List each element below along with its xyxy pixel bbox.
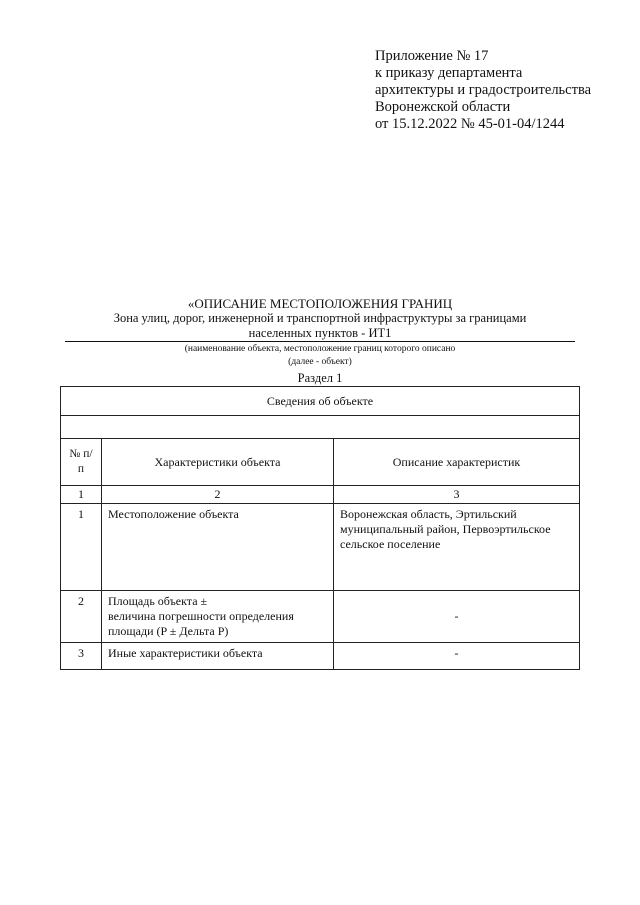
table-spacer-cell [61, 416, 580, 439]
table-row [61, 591, 580, 643]
appendix-header [375, 48, 591, 133]
object-note-line-1: (наименование объекта, местоположение границ которого описано [184, 344, 456, 354]
row-description: - [334, 643, 580, 670]
row-characteristic: Иные характеристики объекта [102, 643, 334, 670]
column-number: 3 [334, 486, 580, 504]
object-info-table [60, 386, 580, 670]
column-number-row [61, 486, 580, 504]
column-number: 1 [61, 486, 102, 504]
appendix-line: архитектуры и градостроительства [375, 82, 592, 98]
object-name-line-2: населенных пунктов - ИТ1 [248, 326, 392, 340]
appendix-line: к приказу департамента [375, 65, 523, 81]
section-label: Раздел 1 [297, 371, 343, 385]
table-header-row [61, 439, 580, 486]
table-spacer-row [61, 416, 580, 439]
row-characteristic [102, 591, 334, 643]
table-row [61, 504, 580, 591]
header-num: № п/п [61, 439, 102, 486]
appendix-line: Приложение № 17 [375, 48, 489, 64]
row-characteristic: Местоположение объекта [102, 504, 334, 591]
column-number: 2 [102, 486, 334, 504]
row-characteristic-line: величина погрешности определения [108, 609, 294, 623]
row-description: Воронежская область, Эртильский муниципальный район, Первоэртильское сельское поселение [334, 504, 580, 591]
table-caption-row [61, 387, 580, 416]
header-characteristic: Характеристики объекта [102, 439, 334, 486]
row-num: 2 [61, 591, 102, 643]
header-description: Описание характеристик [334, 439, 580, 486]
row-description: - [334, 591, 580, 643]
object-note-line-2: (далее - объект) [288, 357, 352, 367]
row-characteristic-line: площади (P ± Дельта P) [108, 624, 229, 638]
row-num: 3 [61, 643, 102, 670]
row-num: 1 [61, 504, 102, 591]
appendix-line: от 15.12.2022 № 45-01-04/1244 [375, 116, 565, 132]
document-title-block [60, 296, 580, 386]
object-name-line-1: Зона улиц, дорог, инженерной и транспортной инфраструктуры за границами [113, 311, 527, 325]
appendix-line: Воронежской области [375, 99, 511, 115]
table-caption: Сведения об объекте [61, 387, 580, 416]
table-row [61, 643, 580, 670]
document-title: «ОПИСАНИЕ МЕСТОПОЛОЖЕНИЯ ГРАНИЦ [187, 296, 453, 311]
title-underline [65, 341, 575, 342]
row-characteristic-line: Площадь объекта ± [108, 594, 208, 608]
